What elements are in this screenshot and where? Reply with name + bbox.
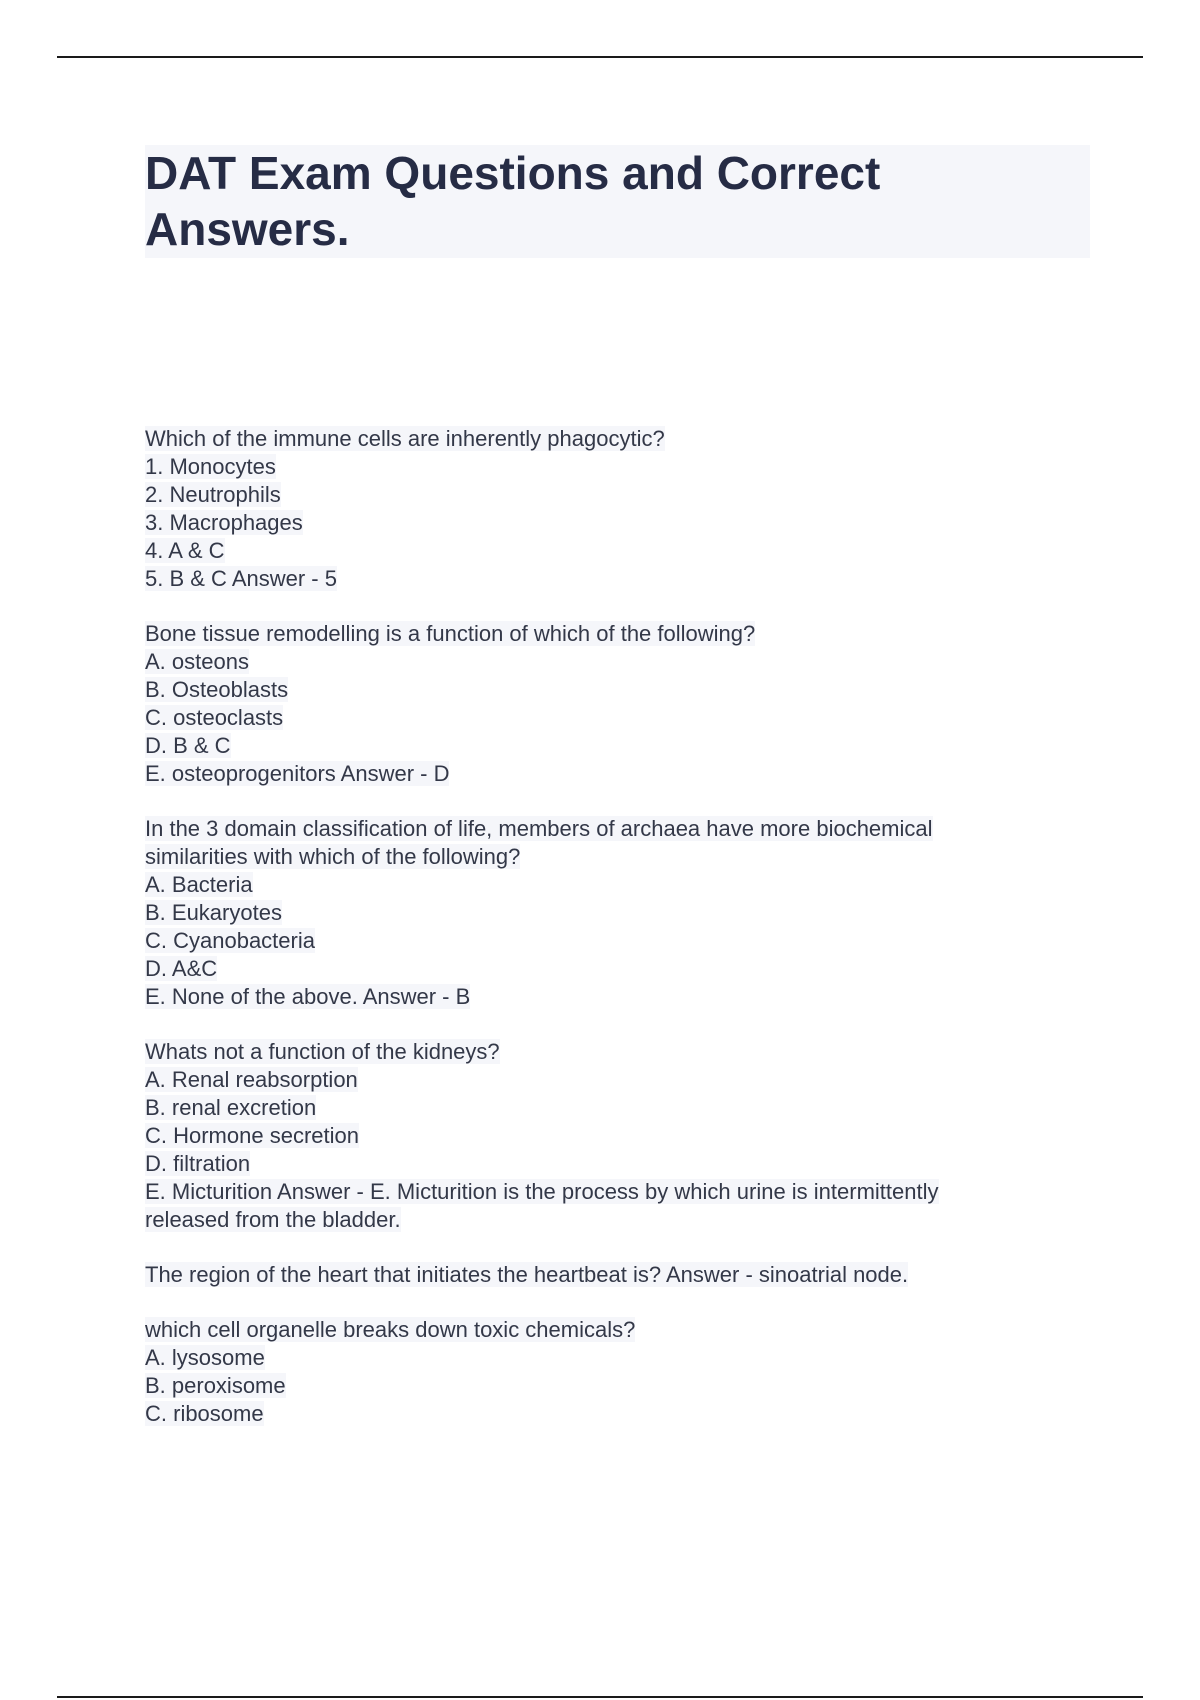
question-line: Bone tissue remodelling is a function of which of the following?: [145, 621, 756, 646]
answer-option: C. ribosome: [145, 1401, 264, 1426]
answer-option: B. Eukaryotes: [145, 900, 282, 925]
question-line: which cell organelle breaks down toxic chemicals?: [145, 1317, 636, 1342]
question-5: [145, 1261, 1045, 1289]
answer-option: 5. B & C Answer - 5: [145, 566, 337, 591]
question-line: The region of the heart that initiates the heartbeat is? Answer - sinoatrial node.: [145, 1262, 909, 1287]
bottom-rule: [57, 1696, 1143, 1698]
answer-option: 3. Macrophages: [145, 510, 303, 535]
answer-option: 1. Monocytes: [145, 454, 276, 479]
answer-option: A. lysosome: [145, 1345, 265, 1370]
answer-option: B. peroxisome: [145, 1373, 286, 1398]
answer-option: C. osteoclasts: [145, 705, 284, 730]
answer-option: C. Hormone secretion: [145, 1123, 359, 1148]
answer-option: A. Renal reabsorption: [145, 1067, 358, 1092]
answer-option: 2. Neutrophils: [145, 482, 281, 507]
answer-option: 4. A & C: [145, 538, 225, 563]
answer-option: D. filtration: [145, 1151, 251, 1176]
answer-option: C. Cyanobacteria: [145, 928, 315, 953]
answer-option: A. Bacteria: [145, 872, 253, 897]
question-line: similarities with which of the following?: [145, 844, 521, 869]
top-rule: [57, 56, 1143, 58]
answer-option: released from the bladder.: [145, 1207, 401, 1232]
question-line: Whats not a function of the kidneys?: [145, 1039, 500, 1064]
answer-option: E. Micturition Answer - E. Micturition is the process by which urine is intermittently: [145, 1179, 939, 1204]
question-4: [145, 1038, 1045, 1234]
answer-option: B. renal excretion: [145, 1095, 317, 1120]
answer-option: E. None of the above. Answer - B: [145, 984, 471, 1009]
answer-option: D. A&C: [145, 956, 218, 981]
question-6: [145, 1316, 1045, 1428]
question-2: [145, 620, 1045, 788]
answer-option: B. Osteoblasts: [145, 677, 289, 702]
answer-option: E. osteoprogenitors Answer - D: [145, 761, 450, 786]
page-title: DAT Exam Questions and Correct Answers.: [145, 147, 881, 255]
answer-option: A. osteons: [145, 649, 249, 674]
question-3: [145, 815, 1045, 1011]
question-line: Which of the immune cells are inherently phagocytic?: [145, 426, 665, 451]
question-1: [145, 425, 1045, 593]
question-line: In the 3 domain classification of life, members of archaea have more biochemical: [145, 816, 933, 841]
question-list: [145, 425, 1045, 1455]
answer-option: D. B & C: [145, 733, 231, 758]
